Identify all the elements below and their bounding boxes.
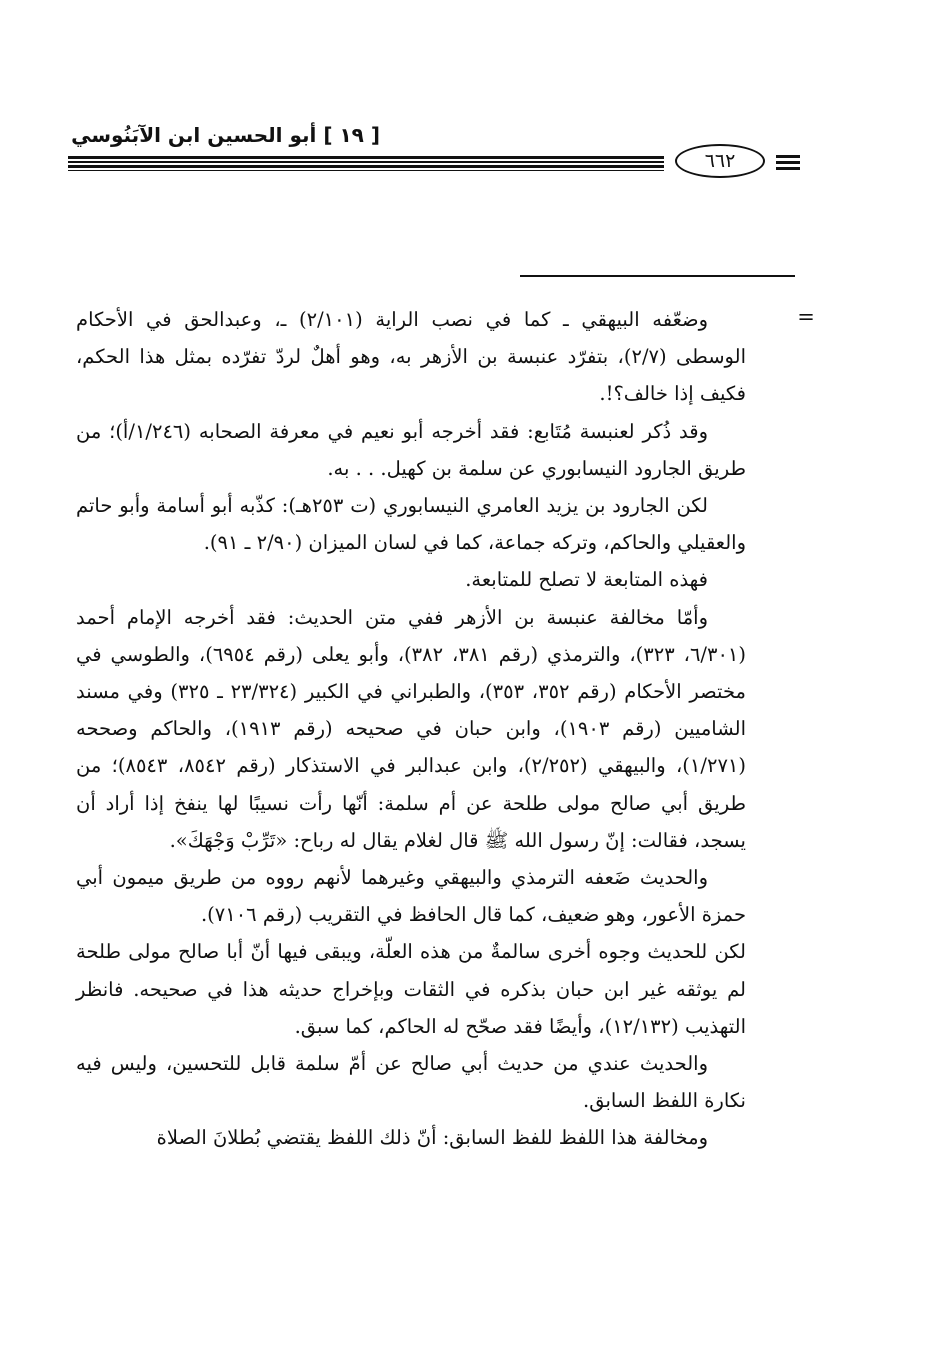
page-number-ornament — [776, 167, 800, 170]
header-rule — [68, 161, 664, 163]
paragraph: لكن الجارود بن يزيد العامري النيسابوري (ت ٢٥٣هـ): كذّبه أبو أسامة وأبو حاتم والعقيلي والحاكم، وتركه جماعة، كما في لسان الميزان (٢/٩٠ ـ ٩١). — [76, 494, 746, 555]
paragraph: وقد ذُكر لعنبسة مُتَابع: فقد أخرجه أبو نعيم في معرفة الصحابه (١/٢٤٦/أ)؛ من طريق الجارود النيسابوري عن سلمة بن كهيل. . . به. — [76, 419, 746, 480]
page-number-ornament — [776, 155, 800, 158]
header-rule — [68, 156, 664, 159]
paragraph: وأمّا مخالفة عنبسة بن الأزهر ففي متن الحديث: فقد أخرجه الإمام أحمد (٦/٣٠١، ٣٢٣)، والترمذي (رقم ٣٨١، ٣٨٢)، وأبو يعلى (رقم ٦٩٥٤)، والطوسي في مختصر الأحكام (رقم ٣٥٢، ٣٥٣)، والطبراني في الكبير (٢٣/٣٢٤ ـ ٣٢٥) وفي مسند الشاميين (رقم ١٩٠٣)، وابن حبان في صحيحه (رقم ١٩١٣)، والحاكم وصححه (١/٢٧١)، والبيهقي (٢/٢٥٢)، وابن عبدالبر في الاستذكار (رقم ٨٥٤٢، ٨٥٤٣)؛ من طريق أبي صالح مولى طلحة عن أم سلمة: أنّها رأت نسيبًا لها ينفخ إذا أراد أن يسجد، فقالت: إنّ رسول الله ﷺ قال لغلام يقال له رباح: «تَرِّبْ وَجْهَكَ». — [76, 605, 747, 852]
footnote-body — [76, 301, 746, 1157]
paragraph: لكن للحديث وجوه أخرى سالمةٌ من هذه العلّة، ويبقى فيها أنّ أبا صالح مولى طلحة لم يوثقه غير ابن حبان بذكره في الثقات وبإخراج حديثه هذا في صحيحه. فانظر التهذيب (١٢/١٣٢)، وأيضًا فقد صحّح له الحاكم، كما سبق. — [76, 940, 746, 1038]
paragraph: والحديث ضَعفه الترمذي والبيهقي وغيرهما لأنهم رووه من طريق ميمون أبي حمزة الأعور، وهو ضعيف، كما قال الحافظ في التقريب (رقم ٧١٠٦). — [76, 866, 746, 927]
paragraph: ومخالفة هذا اللفظ للفظ السابق: أنّ ذلك اللفظ يقتضي بُطلانَ الصلاة — [156, 1126, 708, 1150]
page-number-ornament — [776, 161, 800, 164]
header-rule — [68, 170, 664, 171]
paragraph: والحديث عندي من حديث أبي صالح عن أمّ سلمة قابل للتحسين، وليس فيه نكارة اللفظ السابق. — [76, 1052, 746, 1113]
paragraph: فهذه المتابعة لا تصلح للمتابعة. — [465, 568, 708, 592]
paragraph: وضعّفه البيهقي ـ كما في نصب الراية (٢/١٠١) ـ، وعبدالحق في الأحكام الوسطى (٢/٧)، بتفرّد عنبسة بن الأزهر به، وهو أهلٌ لردّ تفرّده بمثل هذا الحكم، فكيف إذا خالف؟!. — [76, 308, 746, 406]
footnote-separator — [520, 275, 795, 277]
page-number: ٦٦٢ — [675, 144, 765, 178]
header-rule — [68, 165, 664, 168]
running-header-title: [ ١٩ ] أبو الحسين ابن الآبَنُوسي — [71, 123, 380, 147]
footnote-continuation-mark: = — [797, 305, 815, 329]
